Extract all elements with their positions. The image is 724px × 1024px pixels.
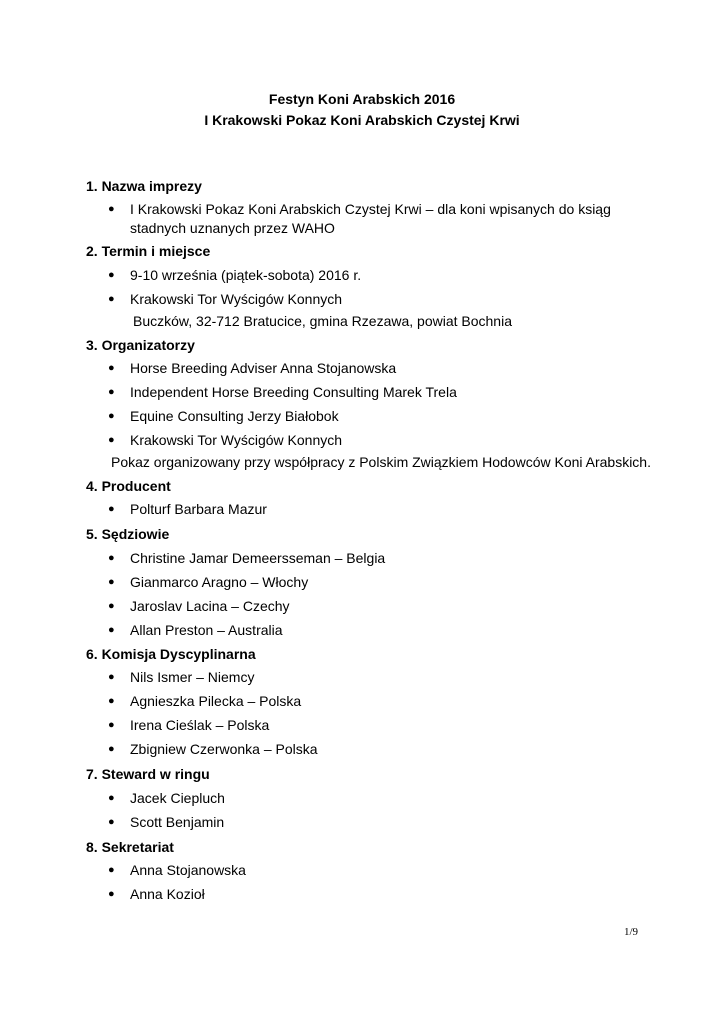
note-text: Pokaz organizowany przy współpracy z Polskim Związkiem Hodowców Koni Arabskich. [111,454,651,470]
section-heading: 1. Nazwa imprezy [86,178,202,194]
list-item: ● Scott Benjamin [130,813,224,831]
list-item: ● Krakowski Tor Wyścigów Konnych [130,431,342,449]
section-heading: 3. Organizatorzy [86,337,195,353]
list-item: ● Equine Consulting Jerzy Białobok [130,407,339,425]
list-item: ● Anna Kozioł [130,885,205,903]
list-item: ● Jacek Ciepluch [130,789,225,807]
list-item: ● Anna Stojanowska [130,861,246,879]
document-title: Festyn Koni Arabskich 2016 [268,91,456,107]
page-number: 1/9 [624,926,639,938]
list-item: ● Agnieszka Pilecka – Polska [130,692,301,710]
list-item-continuation: stadnych uznanych przez WAHO [130,220,335,236]
list-item: ● Horse Breeding Adviser Anna Stojanowska [130,359,396,377]
section-heading: 4. Producent [86,478,171,494]
section-heading: 5. Sędziowie [86,526,170,542]
list-item: ● Allan Preston – Australia [130,621,283,639]
section-heading: 2. Termin i miejsce [86,243,211,259]
document-subtitle: I Krakowski Pokaz Koni Arabskich Czystej Krwi [204,112,520,128]
section-heading: 6. Komisja Dyscyplinarna [86,646,256,662]
list-item: ● Polturf Barbara Mazur [130,500,267,518]
list-item: ● Irena Cieślak – Polska [130,716,269,734]
list-item: ● Nils Ismer – Niemcy [130,668,254,686]
list-item: ● Christine Jamar Demeersseman – Belgia [130,549,385,567]
section-heading: 8. Sekretariat [86,839,174,855]
list-item: ● Jaroslav Lacina – Czechy [130,597,290,615]
list-item: ● Gianmarco Aragno – Włochy [130,573,308,591]
list-item: ● 9-10 września (piątek-sobota) 2016 r. [130,266,361,284]
address-line: Buczków, 32-712 Bratucice, gmina Rzezawa, powiat Bochnia [133,313,512,329]
list-item: ● Independent Horse Breeding Consulting Marek Trela [130,383,457,401]
section-heading: 7. Steward w ringu [86,766,210,782]
list-item: ● I Krakowski Pokaz Koni Arabskich Czystej Krwi – dla koni wpisanych do ksiąg [130,200,611,218]
list-item: ● Krakowski Tor Wyścigów Konnych [130,290,342,308]
list-item: ● Zbigniew Czerwonka – Polska [130,740,318,758]
